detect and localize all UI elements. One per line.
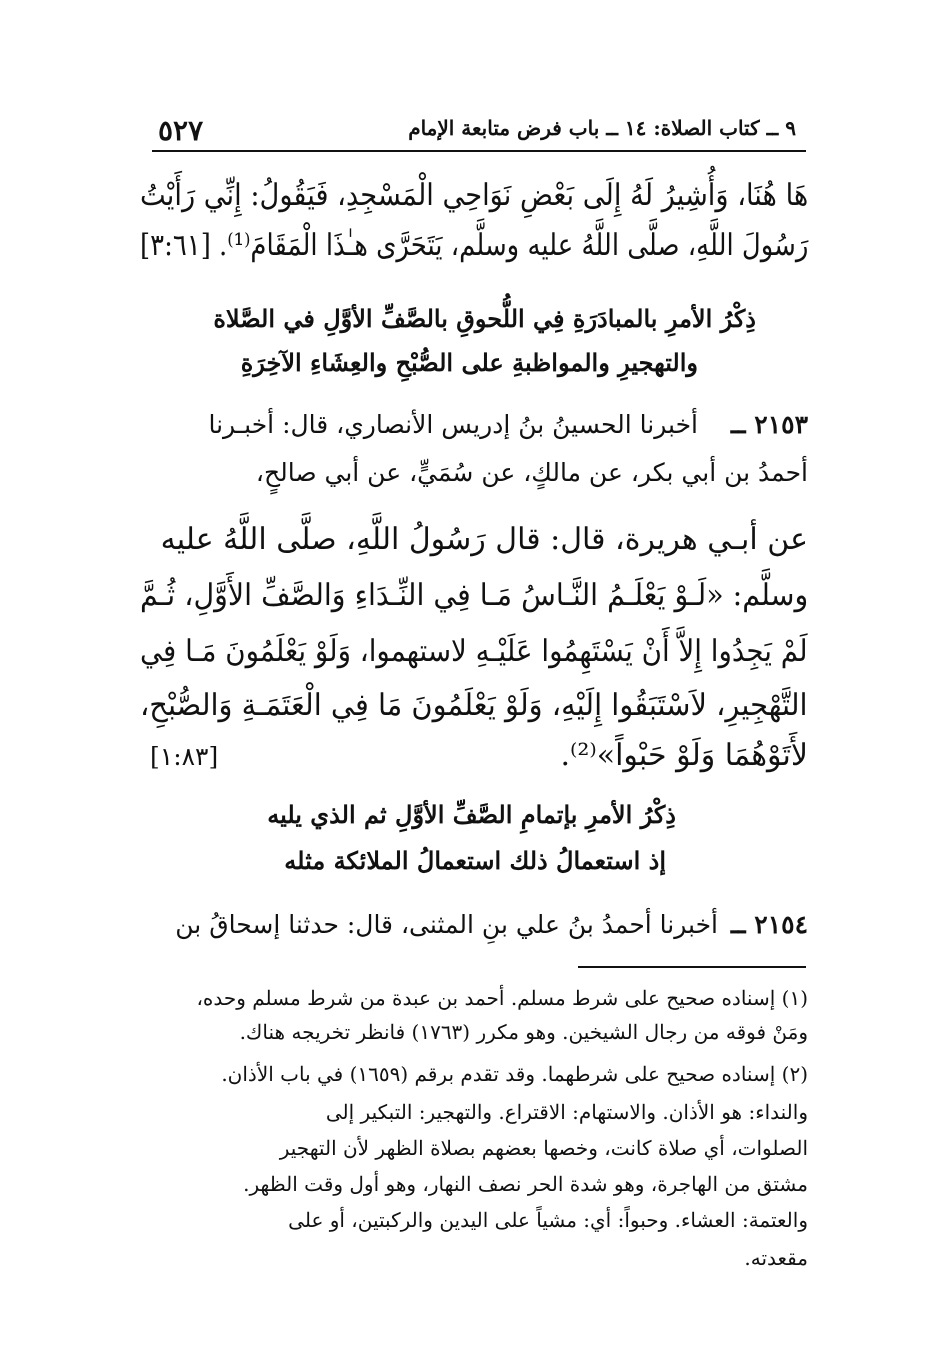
footnote-line-7: والعتمة: العشاء. وحبواً: أي: مشياً على اليدين والركبتين، أو على [288, 1208, 808, 1232]
section-heading-1-line-2: والتهجيرِ والمواظبةِ على الصُّبْحِ والعِشَاءِ الآخِرَةِ [240, 348, 698, 377]
running-title: ٩ ــ كتاب الصلاة: ١٤ ــ باب فرض متابعة الإمام [408, 116, 796, 140]
hadith-2153-text-line-4: التَّهْجِيرِ، لاَسْتَبَقُوا إِلَيْهِ، وَلَوْ يَعْلَمُونَ مَا فِي الْعَتَمَـةِ وَالصُّبْحِ، [140, 688, 808, 723]
hadith-number-2153: ٢١٥٣ ــ [730, 410, 808, 439]
header-rule [152, 150, 806, 152]
page-number: ٥٢٧ [158, 114, 204, 147]
footnote-line-8: مقعدته. [744, 1246, 808, 1270]
footnote-line-1: (١) إسناده صحيح على شرط مسلم. أحمد بن عبدة من شرط مسلم وحده، [196, 986, 808, 1010]
hadith-2153-text-line-5: لأَتَوْهُمَا وَلَوْ حَبْواً»⁽²⁾. [560, 738, 808, 773]
para1-line-1: هَا هُنَا، وَأُشِيرُ لَهُ إِلَى بَعْضِ نَوَاحِي الْمَسْجِدِ، فَيَقُولُ: إِنِّي رَأَيْتُ [139, 178, 808, 213]
hadith-2154-isnad-line: أخبرنا أحمدُ بنُ علي بنِ المثنى، قال: حدثنا إسحاقُ بن [175, 910, 718, 939]
section-heading-1-line-1: ذِكْرُ الأمرِ بالمبادَرَةِ فِي اللُّحوقِ بالصَّفِّ الأوَّلِ في الصَّلاة [213, 304, 756, 333]
footnote-line-5: الصلوات، أي صلاة كانت، وخصها بعضهم بصلاة الظهر لأن التهجير [279, 1136, 808, 1160]
hadith-2153-text-line-1: عن أبـي هريرة، قال: قال رَسُولُ اللَّهِ، صلَّى اللَّهُ عليه [160, 522, 808, 557]
footnote-line-6: مشتق من الهاجرة، وهو شدة الحر نصف النهار، وهو أول وقت الظهر. [243, 1172, 808, 1196]
hadith-2153-reference: [١:٨٣] [150, 742, 219, 771]
footnote-rule [578, 966, 806, 968]
footnote-line-2: ومَنْ فوقه من رجال الشيخين. وهو مكرر (١٧٦٣) فانظر تخريجه هناك. [239, 1020, 808, 1044]
hadith-number-2154: ٢١٥٤ ــ [730, 910, 808, 939]
footnote-line-3: (٢) إسناده صحيح على شرطهما. وقد تقدم برقم (١٦٥٩) في باب الأذان. [221, 1062, 808, 1086]
section-heading-2-line-1: ذِكْرُ الأمرِ بإتمامِ الصَّفِّ الأوَّلِ ثم الذي يليه [267, 800, 676, 829]
hadith-2153-isnad-line-1: أخبرنا الحسينُ بنُ إدريس الأنصاري، قال: أخبـرنا [208, 410, 698, 439]
para1-line-2: رَسُولَ اللَّهِ، صلَّى اللَّهُ عليه وسلَّم، يَتَحَرَّى هـٰذَا الْمَقَامَ⁽¹⁾. [٣:٦١] [139, 228, 808, 263]
hadith-2153-text-line-3: لَمْ يَجِدُوا إِلاَّ أَنْ يَسْتَهِمُوا عَلَيْـهِ لاستهموا، وَلَوْ يَعْلَمُونَ مَـا فِي [140, 634, 808, 669]
section-heading-2-line-2: إذ استعمالُ ذلك استعمالُ الملائكة مثله [284, 846, 666, 875]
hadith-2153-isnad-line-2: أحمدُ بن أبي بكر، عن مالكٍ، عن سُمَيٍّ، عن أبي صالحٍ، [255, 458, 808, 487]
footnote-line-4: والنداء: هو الأذان. والاستهام: الاقتراع. والتهجير: التبكير إلى [325, 1100, 808, 1124]
hadith-2153-text-line-2: وسلَّم: «لَـوْ يَعْلَـمُ النَّـاسُ مَـا فِي النِّـدَاءِ وَالصَّفِّ الأَوَّلِ، ثُـمَّ [139, 578, 808, 613]
